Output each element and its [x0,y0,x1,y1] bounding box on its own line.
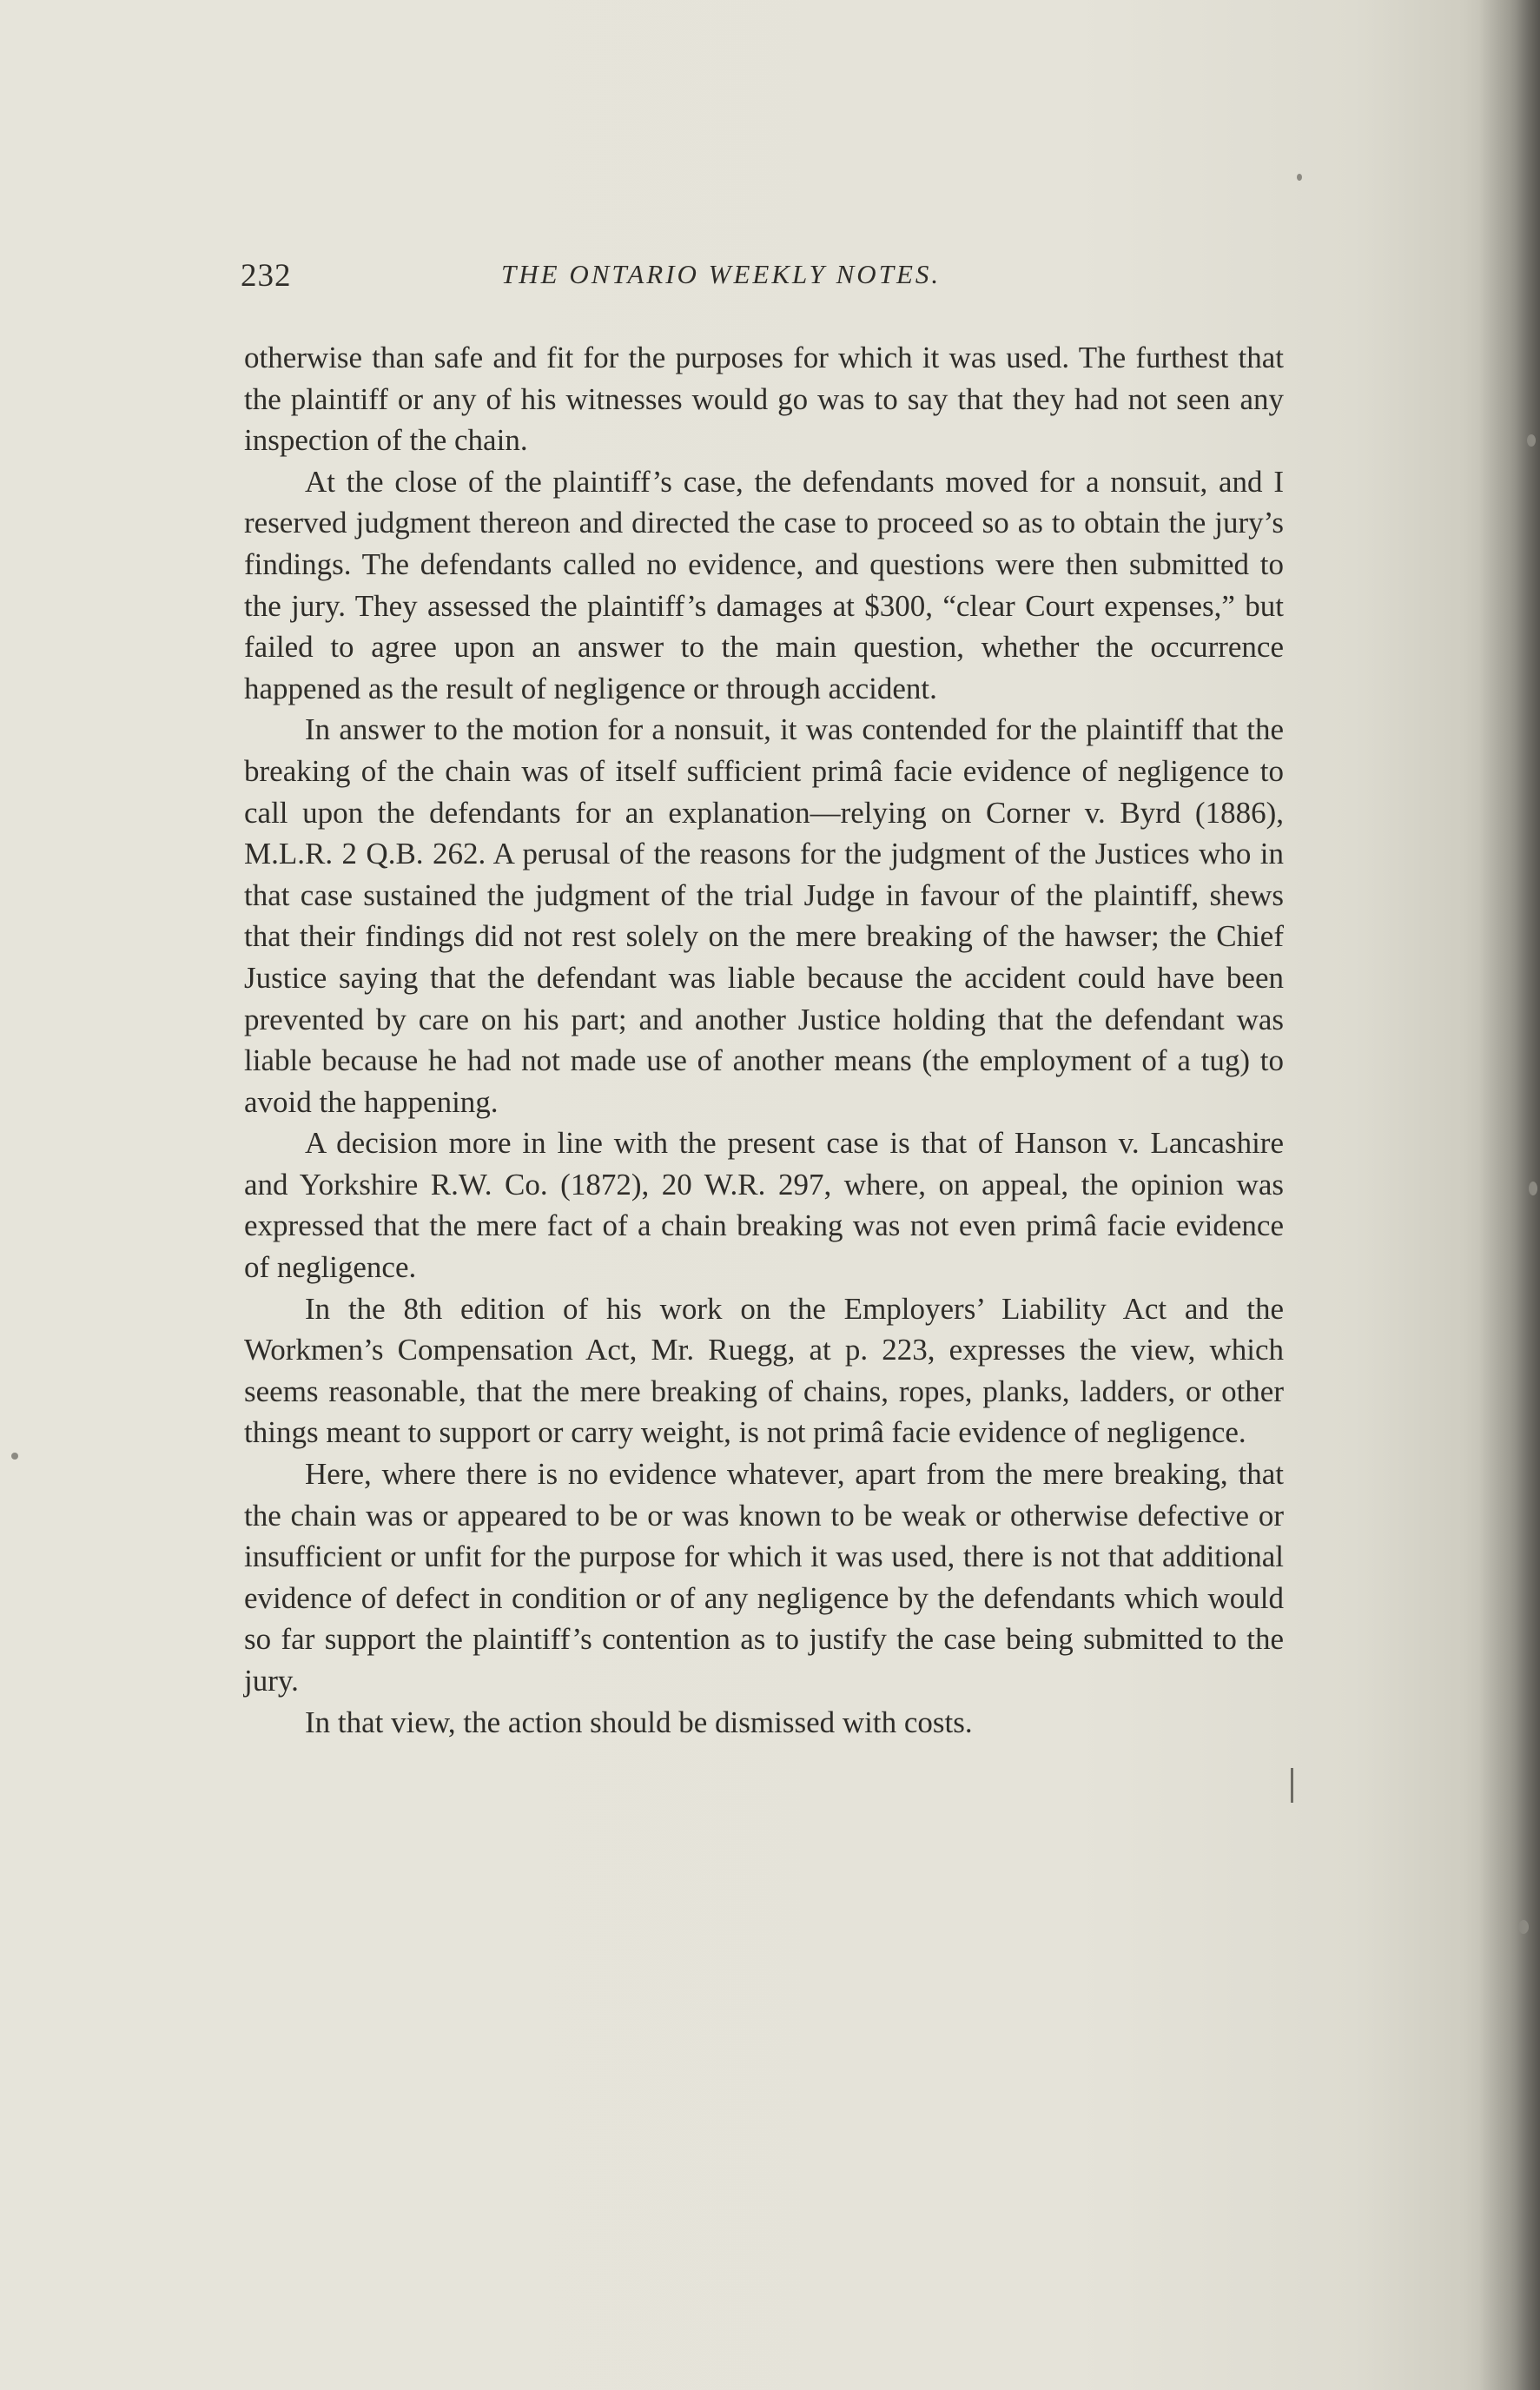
paragraph: In the 8th edition of his work on the Employers’ Liability Act and the Workmen’s Compensation Act, Mr. Ruegg, at p. 223, expresses the view, which seems reasonable, that the mere breaking of chains, ropes, planks, ladders, or other things meant to support or carry weight, is not primâ facie evidence of negligence. [244,1291,1284,1450]
paragraph: otherwise than safe and fit for the purposes for which it was used. The furthest that the plaintiff or any of his witnesses would go was to say that they had not seen any inspection of the chain. [244,341,1284,458]
paper-speck [1518,1920,1529,1934]
paper-speck [1527,434,1536,447]
running-head: THE ONTARIO WEEKLY NOTES. [501,259,942,289]
paragraph: In that view, the action should be dismissed with costs. [305,1705,973,1739]
paragraph: A decision more in line with the present case is that of Hanson v. Lancashire and Yorkshire R.W. Co. (1872), 20 W.R. 297, where, on appeal, the opinion was expressed that the mere fact of a chain breaking was not even primâ facie evidence of negligence. [244,1126,1284,1285]
paper-speck [1297,174,1302,181]
paper-speck [11,1453,18,1460]
paragraph: In answer to the motion for a nonsuit, it was contended for the plaintiff that the breaking of the chain was of itself sufficient primâ facie evidence of negligence to call upon the defendants for an explanation—relying on Corner v. Byrd (1886), M.L.R. 2 Q.B. 262. A perusal of the reasons for the judgment of the Justices who in that case sustained the judgment of the trial Judge in favour of the plaintiff, shews that their findings did not rest solely on the mere breaking of the hawser; the Chief Justice saying that the defendant was liable because the accident could have been prevented by care on his part; and another Justice holding that the defendant was liable because he had not made use of another means (the employment of a tug) to avoid the happening. [244,712,1284,1119]
body-text [244,337,1284,1743]
paragraph: At the close of the plaintiff’s case, the defendants moved for a nonsuit, and I reserved judgment thereon and directed the case to proceed so as to obtain the jury’s findings. The defendants called no evidence, and questions were then submitted to the jury. They assessed the plaintiff’s damages at $300, “clear Court expenses,” but failed to agree upon an answer to the main question, whether the occurrence happened as the result of negligence or through accident. [244,464,1284,705]
page-number: 232 [241,258,292,294]
paper-speck [1529,1182,1537,1195]
margin-mark [1291,1768,1293,1803]
page-header [241,252,1283,304]
paragraph: Here, where there is no evidence whatever, apart from the mere breaking, that the chain was or appeared to be or was known to be weak or otherwise defective or insufficient or unfit for the purpose for which it was used, there is not that additional evidence of defect in condition or of any negligence by the defendants which would so far support the plaintiff’s contention as to justify the case being submitted to the jury. [244,1457,1284,1698]
